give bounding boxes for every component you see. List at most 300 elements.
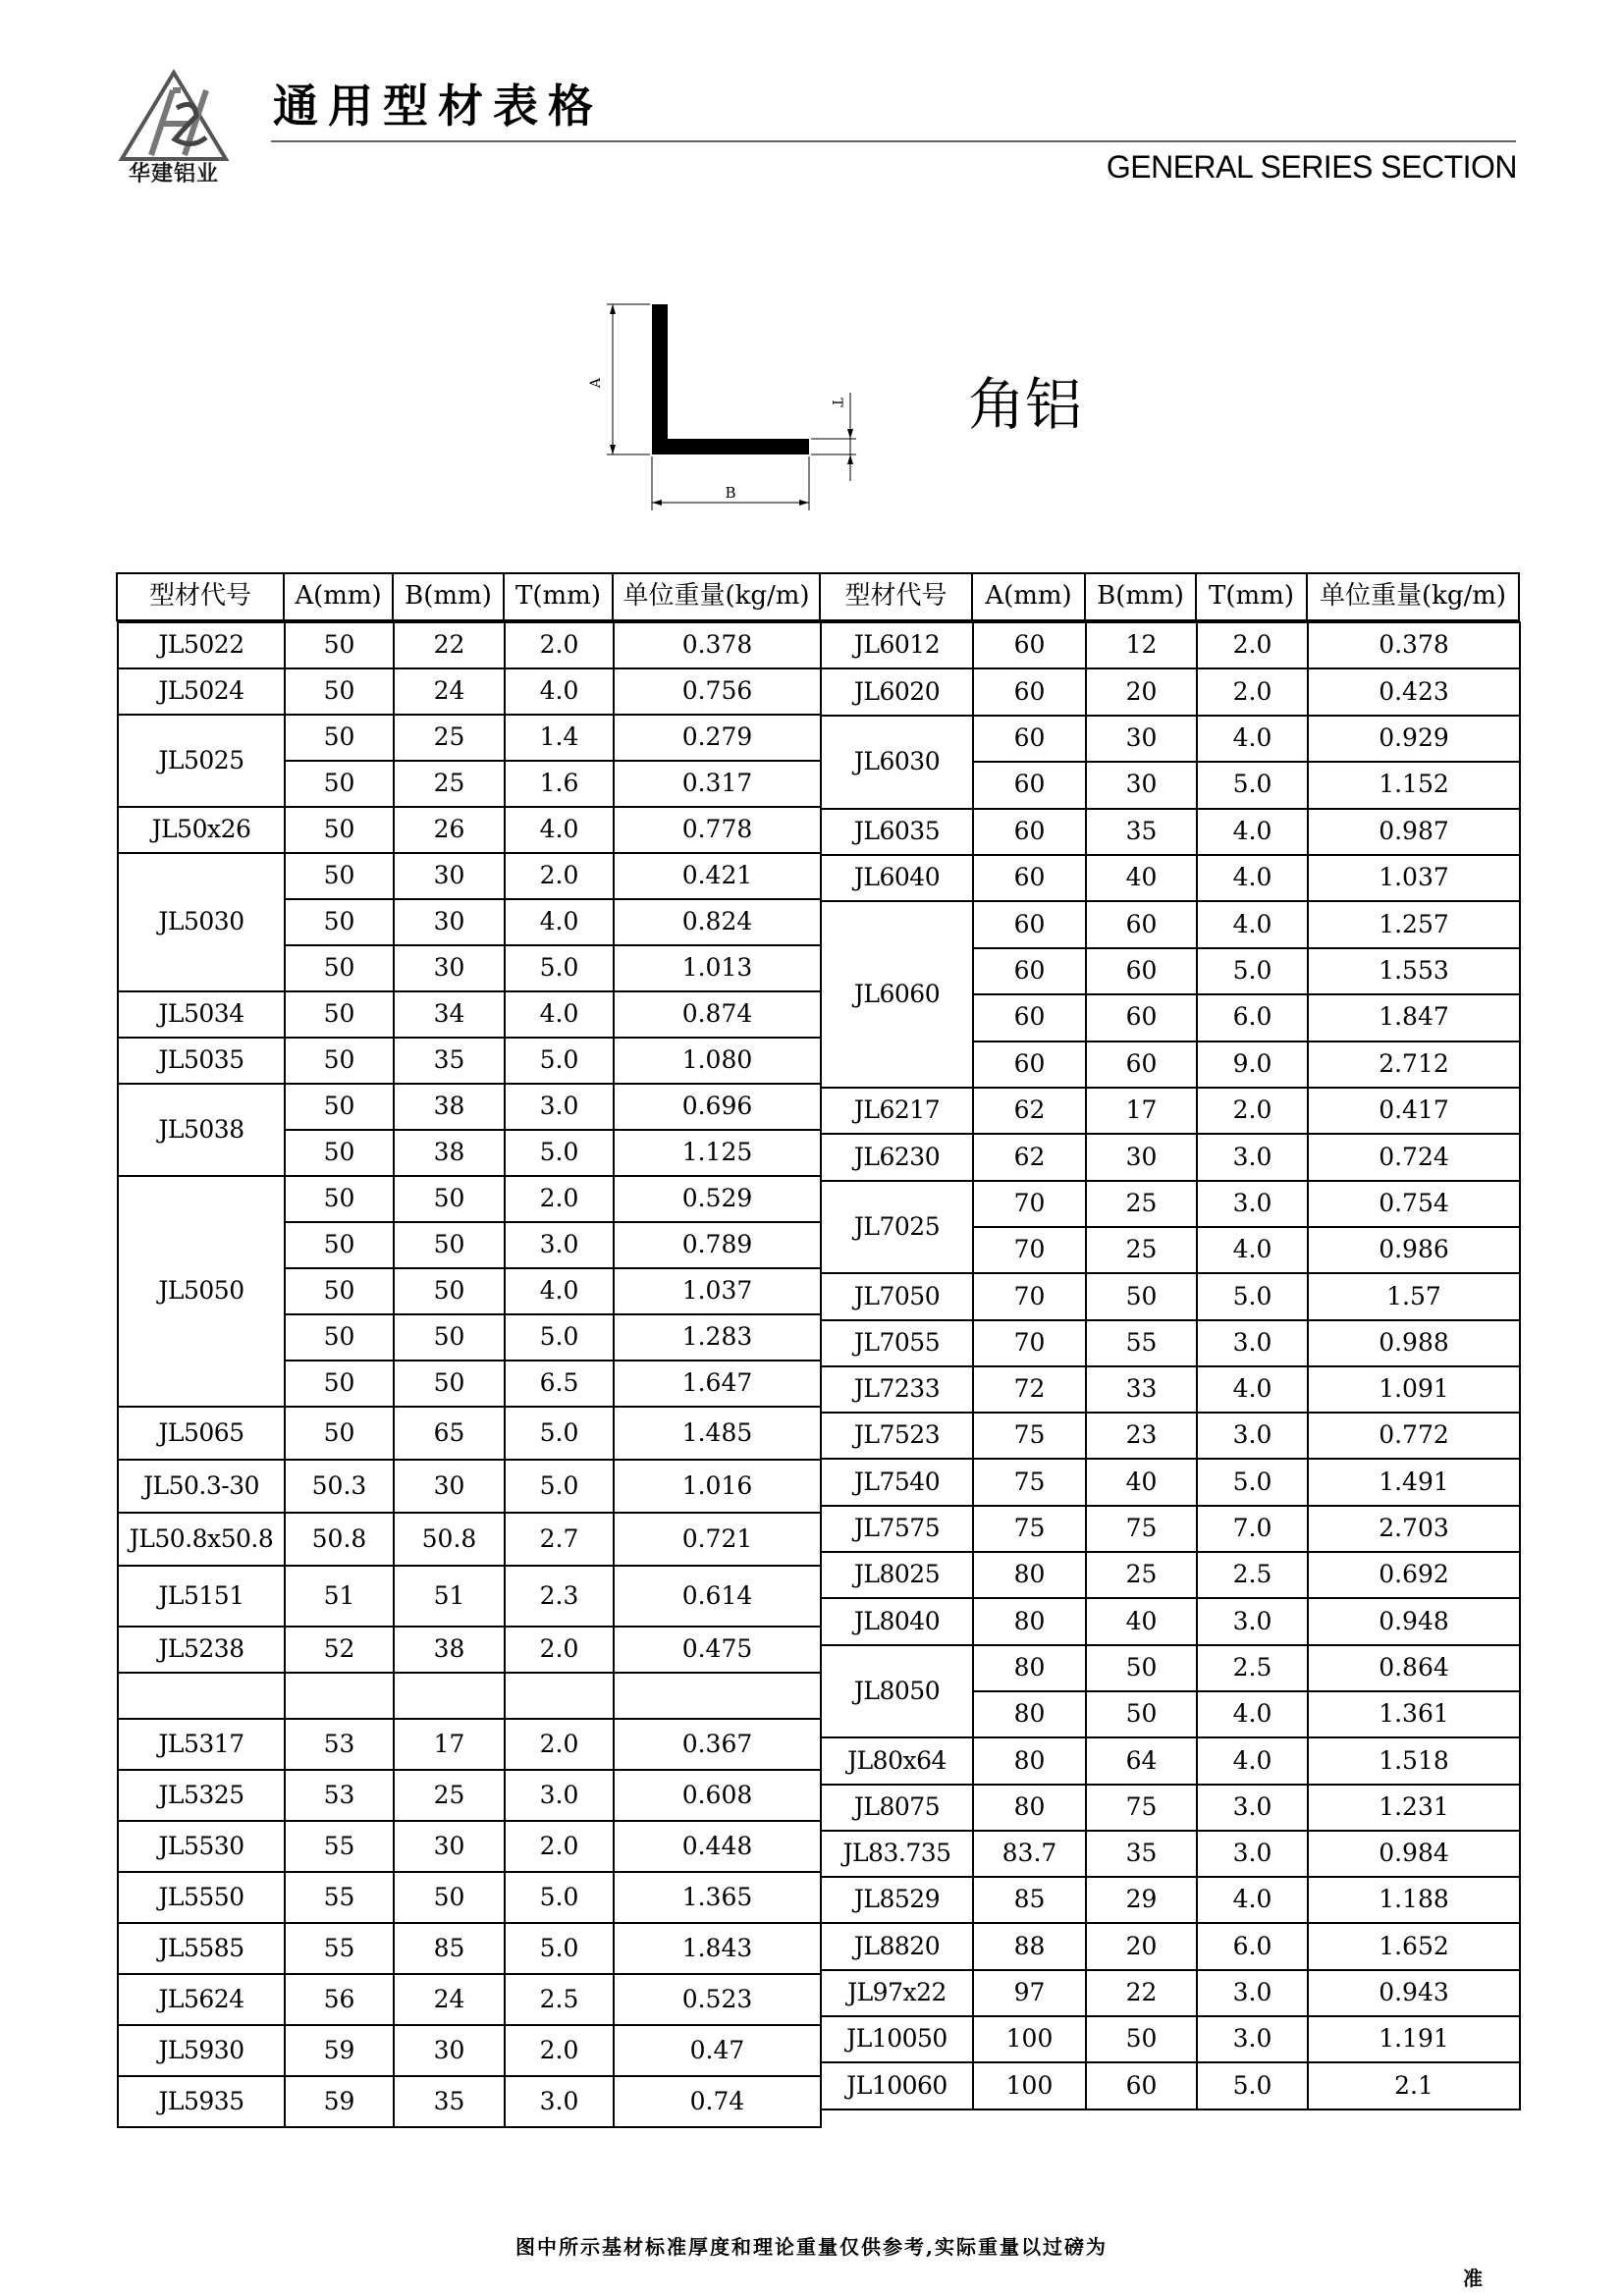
footer-note-tail: 准 [1463,2267,1483,2290]
b-value: 40 [1086,855,1197,901]
a-value: 60 [973,762,1086,808]
table-row [118,1176,821,1222]
left-section-table [117,621,822,2128]
header-b: B(mm) [393,573,504,620]
weight-value: 0.772 [1308,1413,1520,1459]
weight-value: 1.080 [614,1038,821,1084]
profile-code: JL5030 [118,853,285,991]
a-value: 50 [285,1407,394,1460]
a-value: 55 [285,1821,394,1872]
table-row [821,1552,1520,1598]
profile-code: JL5024 [118,668,285,715]
t-value: 2.5 [1197,1645,1308,1691]
weight-value: 0.47 [614,2025,821,2076]
weight-value [614,1673,821,1719]
b-value: 50 [1086,1273,1197,1319]
b-value: 30 [394,2025,505,2076]
t-value: 2.5 [505,1974,614,2025]
t-value: 4.0 [1197,1737,1308,1784]
t-value [505,1673,614,1719]
a-value: 50 [285,1176,394,1222]
a-value: 53 [285,1719,394,1770]
t-value: 3.0 [1197,1134,1308,1180]
t-value: 3.0 [505,1770,614,1821]
b-value: 40 [1086,1598,1197,1644]
weight-value: 1.257 [1308,901,1520,947]
table-row [821,1134,1520,1180]
header-t: T(mm) [504,573,613,620]
profile-code: JL5050 [118,1176,285,1407]
t-value: 4.0 [1197,855,1308,901]
profile-code: JL8050 [821,1645,973,1738]
a-value: 62 [973,1134,1086,1180]
a-value: 50 [285,1314,394,1361]
a-value: 50 [285,715,394,761]
t-value: 2.0 [505,1821,614,1872]
profile-code: JL50x26 [118,807,285,853]
b-value: 22 [394,622,505,668]
table-row [118,1407,821,1460]
a-value: 72 [973,1366,1086,1413]
page-subtitle: GENERAL SERIES SECTION [1106,149,1517,185]
t-value: 4.0 [505,807,614,853]
t-value: 3.0 [505,1084,614,1130]
a-value: 60 [973,994,1086,1041]
profile-code: JL5530 [118,1821,285,1872]
b-value: 23 [1086,1413,1197,1459]
b-value: 25 [1086,1552,1197,1598]
weight-value: 0.988 [1308,1320,1520,1366]
weight-value: 0.614 [614,1566,821,1627]
t-value: 5.0 [505,1038,614,1084]
b-value [394,1673,505,1719]
a-value: 50 [285,1084,394,1130]
profile-code: JL7540 [821,1459,973,1505]
a-value: 50 [285,622,394,668]
a-value: 50 [285,899,394,945]
table-row [821,1273,1520,1319]
t-value: 2.5 [1197,1552,1308,1598]
weight-value: 1.847 [1308,994,1520,1041]
b-value: 30 [394,899,505,945]
table-row [821,1923,1520,1969]
table-row [118,853,821,899]
weight-value: 0.824 [614,899,821,945]
b-value: 29 [1086,1877,1197,1923]
table-header-row [117,573,1519,620]
a-value: 50 [285,1038,394,1084]
weight-value: 0.987 [1308,809,1520,855]
header-weight: 单位重量(kg/m) [613,573,820,620]
t-value: 2.0 [505,853,614,899]
table-row [118,1038,821,1084]
a-value: 83.7 [973,1831,1086,1877]
a-value: 50 [285,1130,394,1176]
b-value: 22 [1086,1970,1197,2016]
a-value: 85 [973,1877,1086,1923]
weight-value: 0.367 [614,1719,821,1770]
t-value: 4.0 [1197,716,1308,762]
weight-value: 0.448 [614,1821,821,1872]
table-row [821,1645,1520,1691]
b-value: 50 [394,1361,505,1407]
header-divider [271,140,1516,142]
weight-value: 0.421 [614,853,821,899]
b-value: 60 [1086,901,1197,947]
a-value: 50 [285,1268,394,1314]
profile-code: JL5930 [118,2025,285,2076]
profile-code: JL7233 [821,1366,973,1413]
weight-value: 1.647 [614,1361,821,1407]
t-value: 5.0 [505,1130,614,1176]
t-value: 4.0 [505,1268,614,1314]
weight-value: 0.696 [614,1084,821,1130]
logo-text: 华建铝业 [128,162,219,187]
b-value: 50.8 [394,1513,505,1566]
b-value: 55 [1086,1320,1197,1366]
t-value: 2.7 [505,1513,614,1566]
b-value: 50 [394,1176,505,1222]
profile-code: JL50.3-30 [118,1460,285,1513]
weight-value: 0.929 [1308,716,1520,762]
t-value: 3.0 [505,2076,614,2127]
profile-code: JL6020 [821,668,973,715]
table-row [118,1872,821,1923]
b-value: 50 [394,1268,505,1314]
a-value: 59 [285,2025,394,2076]
t-value: 6.0 [1197,1923,1308,1969]
weight-value: 0.874 [614,991,821,1038]
weight-value: 1.037 [614,1268,821,1314]
b-value: 38 [394,1130,505,1176]
profile-code: JL6035 [821,809,973,855]
t-value: 2.0 [505,1627,614,1673]
profile-code: JL5151 [118,1566,285,1627]
footer-note: 图中所示基材标准厚度和理论重量仅供参考,实际重量以过磅为 [515,2235,1108,2259]
profile-code: JL6040 [821,855,973,901]
t-value: 5.0 [505,1872,614,1923]
weight-value: 0.724 [1308,1134,1520,1180]
b-value: 35 [1086,809,1197,855]
header-a: A(mm) [972,573,1085,620]
a-value: 70 [973,1181,1086,1227]
weight-value: 1.57 [1308,1273,1520,1319]
t-value: 2.0 [505,2025,614,2076]
a-value [285,1673,394,1719]
weight-value: 1.037 [1308,855,1520,901]
weight-value: 1.016 [614,1460,821,1513]
b-value: 85 [394,1923,505,1974]
weight-value: 2.1 [1308,2062,1520,2109]
table-row [118,2076,821,2127]
b-value: 35 [1086,1831,1197,1877]
a-value: 50 [285,853,394,899]
weight-value: 0.378 [1308,622,1520,668]
profile-code: JL7055 [821,1320,973,1366]
b-value: 50 [1086,1645,1197,1691]
profile-code: JL80x64 [821,1737,973,1784]
right-section-table [820,621,1521,2110]
header-weight: 单位重量(kg/m) [1307,573,1519,620]
weight-value: 1.365 [614,1872,821,1923]
weight-value: 1.013 [614,945,821,991]
weight-value: 0.74 [614,2076,821,2127]
a-value: 70 [973,1227,1086,1273]
weight-value: 1.125 [614,1130,821,1176]
t-value: 4.0 [1197,809,1308,855]
profile-code: JL5034 [118,991,285,1038]
b-value: 30 [1086,1134,1197,1180]
a-value: 55 [285,1872,394,1923]
b-value: 25 [394,715,505,761]
t-value: 1.6 [505,761,614,807]
table-row [821,2016,1520,2062]
weight-value: 0.948 [1308,1598,1520,1644]
weight-value: 1.091 [1308,1366,1520,1413]
a-value: 60 [973,716,1086,762]
a-value: 62 [973,1088,1086,1134]
table-row [821,1459,1520,1505]
t-value: 2.0 [1197,668,1308,715]
weight-value: 0.523 [614,1974,821,2025]
b-value: 17 [394,1719,505,1770]
header-code: 型材代号 [820,573,972,620]
b-value: 75 [1086,1785,1197,1831]
a-value: 60 [973,901,1086,947]
b-value: 30 [394,1460,505,1513]
table-row [821,1088,1520,1134]
weight-value: 0.778 [614,807,821,853]
profile-code: JL5025 [118,715,285,807]
t-value: 5.0 [1197,1273,1308,1319]
b-value: 24 [394,1974,505,2025]
a-value: 60 [973,668,1086,715]
table-row [118,1566,821,1627]
b-value: 20 [1086,1923,1197,1969]
profile-code: JL6012 [821,622,973,668]
table-row [118,2025,821,2076]
a-value: 50 [285,668,394,715]
profile-code: JL5035 [118,1038,285,1084]
table-row [821,716,1520,762]
a-value: 70 [973,1320,1086,1366]
t-value: 5.0 [1197,1459,1308,1505]
profile-code [118,1673,285,1719]
t-value: 2.3 [505,1566,614,1627]
weight-value: 0.317 [614,761,821,807]
profile-code: JL8529 [821,1877,973,1923]
a-value: 52 [285,1627,394,1673]
weight-value: 0.378 [614,622,821,668]
t-value: 3.0 [505,1222,614,1268]
a-value: 80 [973,1552,1086,1598]
profile-code: JL8040 [821,1598,973,1644]
a-value: 80 [973,1785,1086,1831]
t-value: 4.0 [1197,1366,1308,1413]
weight-value: 0.417 [1308,1088,1520,1134]
b-value: 12 [1086,622,1197,668]
a-value: 50.8 [285,1513,394,1566]
b-value: 17 [1086,1088,1197,1134]
a-value: 50 [285,1361,394,1407]
t-value: 6.0 [1197,994,1308,1041]
b-value: 35 [394,1038,505,1084]
weight-value: 1.152 [1308,762,1520,808]
weight-value: 0.756 [614,668,821,715]
t-value: 6.5 [505,1361,614,1407]
a-value: 75 [973,1506,1086,1552]
weight-value: 1.518 [1308,1737,1520,1784]
table-row [821,1413,1520,1459]
a-value: 97 [973,1970,1086,2016]
dimension-label-t: T [829,398,844,407]
table-row [118,1821,821,1872]
b-value: 34 [394,991,505,1038]
table-row [821,622,1520,668]
profile-code: JL97x22 [821,1970,973,2016]
a-value: 53 [285,1770,394,1821]
table-row [821,1785,1520,1831]
header-b: B(mm) [1085,573,1196,620]
b-value: 30 [1086,762,1197,808]
weight-value: 0.789 [614,1222,821,1268]
profile-code: JL5317 [118,1719,285,1770]
table-row [821,1831,1520,1877]
profile-code: JL6230 [821,1134,973,1180]
table-row [821,1877,1520,1923]
t-value: 3.0 [1197,1413,1308,1459]
t-value: 5.0 [505,945,614,991]
table-row [118,1974,821,2025]
b-value: 38 [394,1627,505,1673]
profile-code: JL8075 [821,1785,973,1831]
profile-code: JL5022 [118,622,285,668]
table-row [118,715,821,761]
a-value: 55 [285,1923,394,1974]
a-value: 60 [973,809,1086,855]
t-value: 2.0 [1197,622,1308,668]
a-value: 100 [973,2016,1086,2062]
t-value: 3.0 [1197,1785,1308,1831]
t-value: 3.0 [1197,1181,1308,1227]
table-row [118,622,821,668]
page-title: 通用型材表格 [273,80,603,133]
table-row [118,1460,821,1513]
header-a: A(mm) [284,573,393,620]
weight-value: 1.231 [1308,1785,1520,1831]
table-row [821,809,1520,855]
t-value: 7.0 [1197,1506,1308,1552]
b-value: 25 [1086,1227,1197,1273]
weight-value: 1.652 [1308,1923,1520,1969]
table-row [118,668,821,715]
table-row [821,668,1520,715]
weight-value: 0.943 [1308,1970,1520,2016]
weight-value: 0.475 [614,1627,821,1673]
b-value: 50 [1086,1691,1197,1737]
a-value: 50 [285,761,394,807]
table-row [118,1923,821,1974]
b-value: 25 [1086,1181,1197,1227]
table-row [118,991,821,1038]
profile-code: JL6217 [821,1088,973,1134]
profile-code: JL6030 [821,716,973,809]
a-value: 80 [973,1645,1086,1691]
t-value: 4.0 [1197,1227,1308,1273]
table-row [821,1366,1520,1413]
b-value: 35 [394,2076,505,2127]
table-row [821,2062,1520,2109]
t-value: 3.0 [1197,1970,1308,2016]
t-value: 4.0 [505,899,614,945]
b-value: 24 [394,668,505,715]
t-value: 2.0 [505,1719,614,1770]
t-value: 1.4 [505,715,614,761]
b-value: 25 [394,761,505,807]
table-row [821,1506,1520,1552]
header-t: T(mm) [1196,573,1307,620]
profile-code: JL5550 [118,1872,285,1923]
a-value: 50 [285,807,394,853]
t-value: 4.0 [1197,1877,1308,1923]
profile-code: JL5038 [118,1084,285,1176]
a-value: 56 [285,1974,394,2025]
a-value: 70 [973,1273,1086,1319]
angle-profile-diagram [585,294,870,520]
table-row [821,1737,1520,1784]
profile-code: JL8025 [821,1552,973,1598]
table-row [118,1084,821,1130]
b-value: 30 [394,1821,505,1872]
profile-code: JL8820 [821,1923,973,1969]
b-value: 30 [1086,716,1197,762]
a-value: 60 [973,855,1086,901]
b-value: 50 [394,1314,505,1361]
table-row [821,1970,1520,2016]
b-value: 65 [394,1407,505,1460]
profile-code: JL5585 [118,1923,285,1974]
t-value: 4.0 [505,668,614,715]
a-value: 80 [973,1598,1086,1644]
t-value: 3.0 [1197,1831,1308,1877]
profile-code: JL10060 [821,2062,973,2109]
table-row [821,1320,1520,1366]
profile-code: JL5935 [118,2076,285,2127]
a-value: 100 [973,2062,1086,2109]
weight-value: 1.485 [614,1407,821,1460]
b-value: 64 [1086,1737,1197,1784]
a-value: 50 [285,1222,394,1268]
a-value: 60 [973,948,1086,994]
a-value: 60 [973,622,1086,668]
weight-value: 1.188 [1308,1877,1520,1923]
t-value: 5.0 [1197,2062,1308,2109]
b-value: 60 [1086,948,1197,994]
table-row [118,1627,821,1673]
table-row [821,855,1520,901]
t-value: 2.0 [505,622,614,668]
weight-value: 1.843 [614,1923,821,1974]
b-value: 50 [394,1222,505,1268]
weight-value: 1.361 [1308,1691,1520,1737]
a-value: 50 [285,945,394,991]
b-value: 50 [394,1872,505,1923]
profile-code: JL7575 [821,1506,973,1552]
t-value: 3.0 [1197,1320,1308,1366]
b-value: 50 [1086,2016,1197,2062]
weight-value: 1.491 [1308,1459,1520,1505]
header-code: 型材代号 [117,573,284,620]
